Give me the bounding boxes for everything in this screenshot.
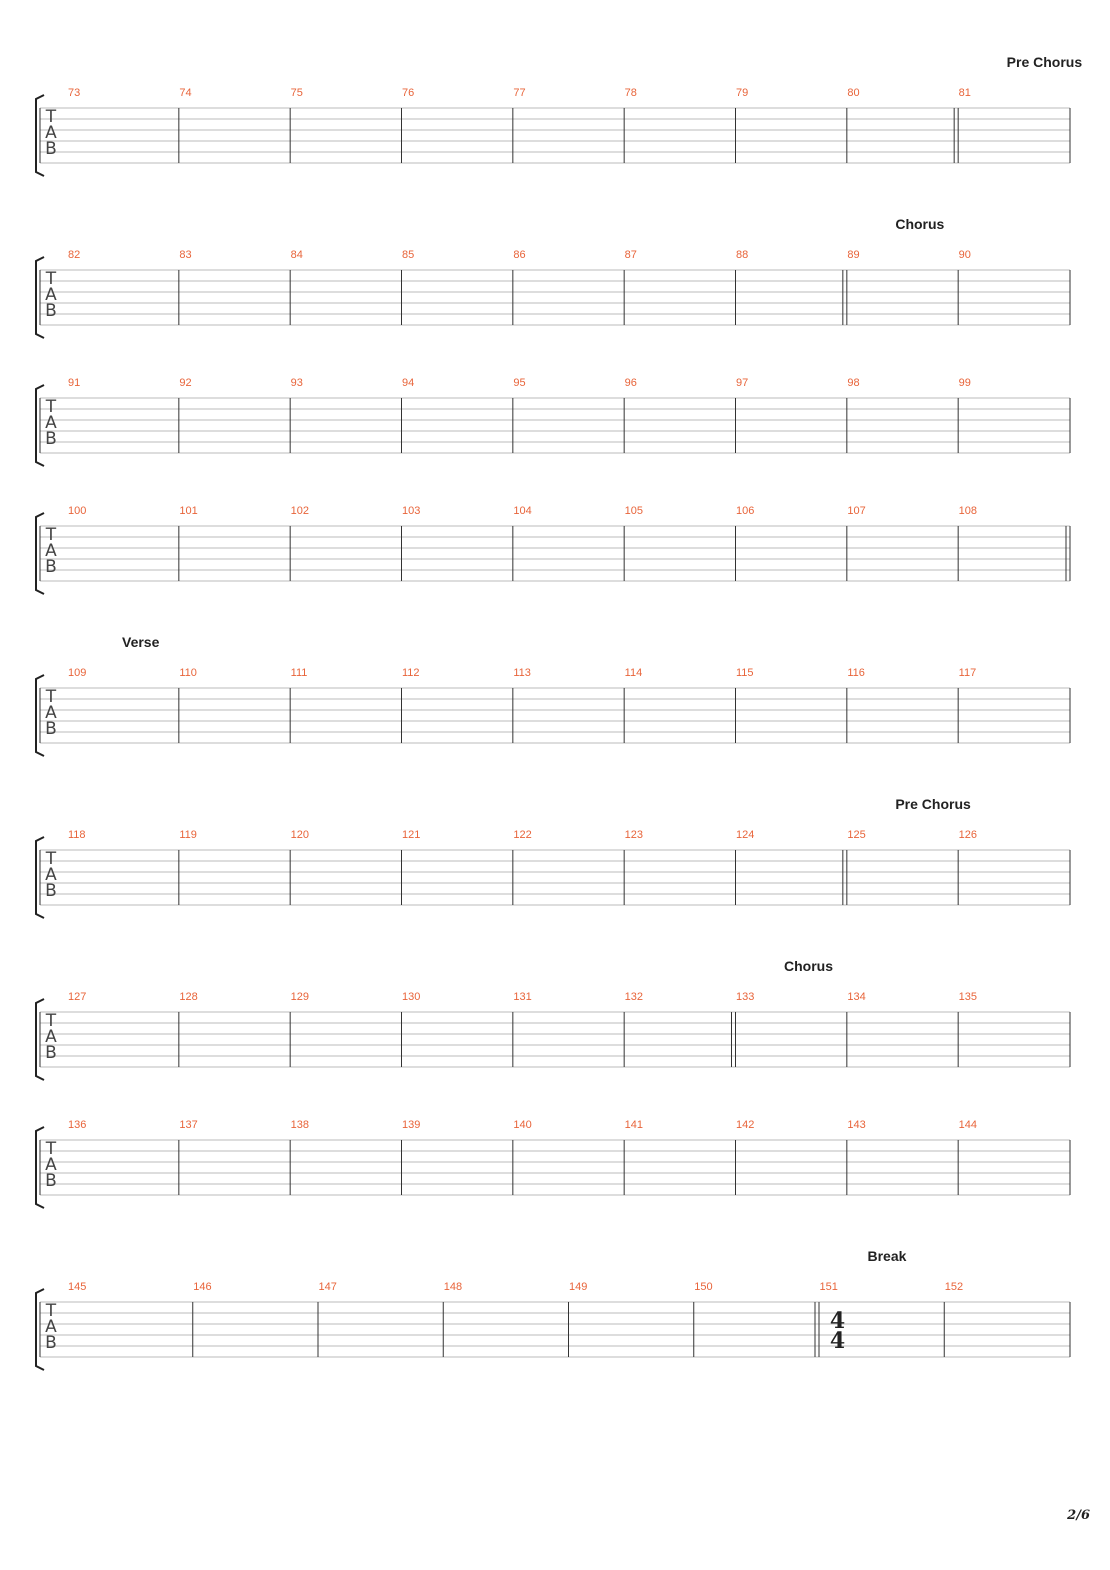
measure-number: 146: [193, 1281, 212, 1293]
measure-number: 150: [694, 1281, 713, 1293]
measure-number: 83: [179, 249, 192, 261]
tab-clef-letter: T: [45, 1011, 57, 1031]
measure-number: 126: [958, 829, 978, 841]
tab-clef-letter: B: [45, 1043, 57, 1063]
measure-number: 98: [847, 377, 860, 389]
measure-number: 144: [958, 1119, 978, 1131]
measure-number: 141: [624, 1119, 644, 1131]
measure-number: 123: [624, 829, 644, 841]
measure-number: 112: [402, 667, 420, 679]
measure-number: 138: [290, 1119, 310, 1131]
measure-number: 124: [736, 829, 755, 841]
measure-number: 87: [624, 249, 637, 261]
measure-number: 115: [736, 667, 754, 679]
section-label: Chorus: [784, 958, 833, 974]
measure-number: 116: [847, 667, 865, 679]
tab-clef-letter: A: [45, 123, 57, 143]
time-signature-numerator: 4: [829, 1308, 846, 1334]
tab-clef-letter: A: [45, 703, 57, 723]
measure-number: 127: [68, 991, 87, 1003]
measure-number: 94: [402, 377, 415, 389]
measure-number: 114: [624, 667, 643, 679]
measure-number: 110: [179, 667, 197, 679]
measure-number: 148: [443, 1281, 463, 1293]
measure-number: 99: [958, 377, 971, 389]
measure-number: 147: [318, 1281, 337, 1293]
measure-number: 128: [179, 991, 198, 1003]
tab-clef-letter: A: [45, 413, 57, 433]
measure-number: 105: [624, 505, 644, 517]
measure-number: 125: [847, 829, 866, 841]
tab-clef-letter: B: [45, 429, 57, 449]
measure-number: 152: [944, 1281, 964, 1293]
measure-number: 103: [402, 505, 421, 517]
measure-number: 139: [402, 1119, 421, 1131]
page-number: 2/6: [1067, 1508, 1090, 1523]
measure-number: 151: [819, 1281, 838, 1293]
measure-number: 133: [736, 991, 755, 1003]
measure-number: 137: [179, 1119, 198, 1131]
measure-number: 120: [290, 829, 310, 841]
measure-number: 73: [68, 87, 81, 99]
measure-number: 136: [68, 1119, 87, 1131]
measure-number: 135: [958, 991, 978, 1003]
measure-number: 122: [513, 829, 532, 841]
measure-number: 142: [736, 1119, 755, 1131]
measure-number: 118: [68, 829, 86, 841]
tab-clef-letter: A: [45, 1027, 57, 1047]
measure-number: 95: [513, 377, 526, 389]
measure-number: 79: [736, 87, 749, 99]
measure-number: 109: [68, 667, 87, 679]
tab-clef-letter: T: [45, 269, 57, 289]
measure-number: 119: [179, 829, 197, 841]
tab-clef-letter: B: [45, 1171, 57, 1191]
measure-number: 78: [624, 87, 637, 99]
measure-number: 80: [847, 87, 860, 99]
measure-number: 129: [290, 991, 310, 1003]
tab-clef-letter: A: [45, 541, 57, 561]
measure-number: 92: [179, 377, 192, 389]
tab-clef-letter: A: [45, 285, 57, 305]
measure-number: 91: [68, 377, 81, 389]
measure-number: 93: [290, 377, 303, 389]
measure-number: 113: [513, 667, 531, 679]
measure-number: 140: [513, 1119, 532, 1131]
measure-number: 101: [179, 505, 198, 517]
measure-number: 74: [179, 87, 192, 99]
measure-number: 77: [513, 87, 526, 99]
tab-clef-letter: A: [45, 865, 57, 885]
measure-number: 121: [402, 829, 421, 841]
tab-clef-letter: B: [45, 881, 57, 901]
measure-number: 89: [847, 249, 860, 261]
measure-number: 75: [290, 87, 303, 99]
section-label: Pre Chorus: [1006, 54, 1083, 70]
measure-number: 130: [402, 991, 421, 1003]
section-label: Break: [867, 1248, 907, 1264]
tab-clef-letter: A: [45, 1155, 57, 1175]
measure-number: 134: [847, 991, 866, 1003]
measure-number: 100: [68, 505, 87, 517]
measure-number: 107: [847, 505, 866, 517]
tab-clef-letter: B: [45, 557, 57, 577]
tab-clef-letter: T: [45, 1139, 57, 1159]
tab-clef-letter: A: [45, 1317, 57, 1337]
measure-number: 82: [68, 249, 81, 261]
tab-clef-letter: T: [45, 525, 57, 545]
measure-number: 97: [736, 377, 749, 389]
measure-number: 76: [402, 87, 415, 99]
measure-number: 96: [624, 377, 637, 389]
tab-clef-letter: T: [45, 397, 57, 417]
tab-clef-letter: B: [45, 719, 57, 739]
measure-number: 149: [569, 1281, 588, 1293]
measure-number: 84: [290, 249, 303, 261]
measure-number: 132: [624, 991, 644, 1003]
measure-number: 131: [513, 991, 532, 1003]
tab-clef-letter: B: [45, 139, 57, 159]
section-label: Chorus: [895, 216, 945, 232]
measure-number: 104: [513, 505, 532, 517]
tab-clef-letter: T: [45, 107, 57, 127]
measure-number: 117: [958, 667, 977, 679]
measure-number: 145: [68, 1281, 87, 1293]
tab-clef-letter: B: [45, 1333, 57, 1353]
measure-number: 106: [736, 505, 755, 517]
tab-clef-letter: B: [45, 301, 57, 321]
measure-number: 143: [847, 1119, 866, 1131]
tab-clef-letter: T: [45, 1301, 57, 1321]
measure-number: 86: [513, 249, 526, 261]
measure-number: 102: [290, 505, 310, 517]
measure-number: 111: [290, 667, 308, 679]
measure-number: 90: [958, 249, 971, 261]
section-label: Verse: [122, 634, 160, 650]
measure-number: 81: [958, 87, 971, 99]
section-label: Pre Chorus: [895, 796, 971, 812]
tab-clef-letter: T: [45, 687, 57, 707]
measure-number: 108: [958, 505, 978, 517]
tab-clef-letter: T: [45, 849, 57, 869]
time-signature-denominator: 4: [829, 1328, 846, 1354]
measure-number: 88: [736, 249, 749, 261]
measure-number: 85: [402, 249, 415, 261]
